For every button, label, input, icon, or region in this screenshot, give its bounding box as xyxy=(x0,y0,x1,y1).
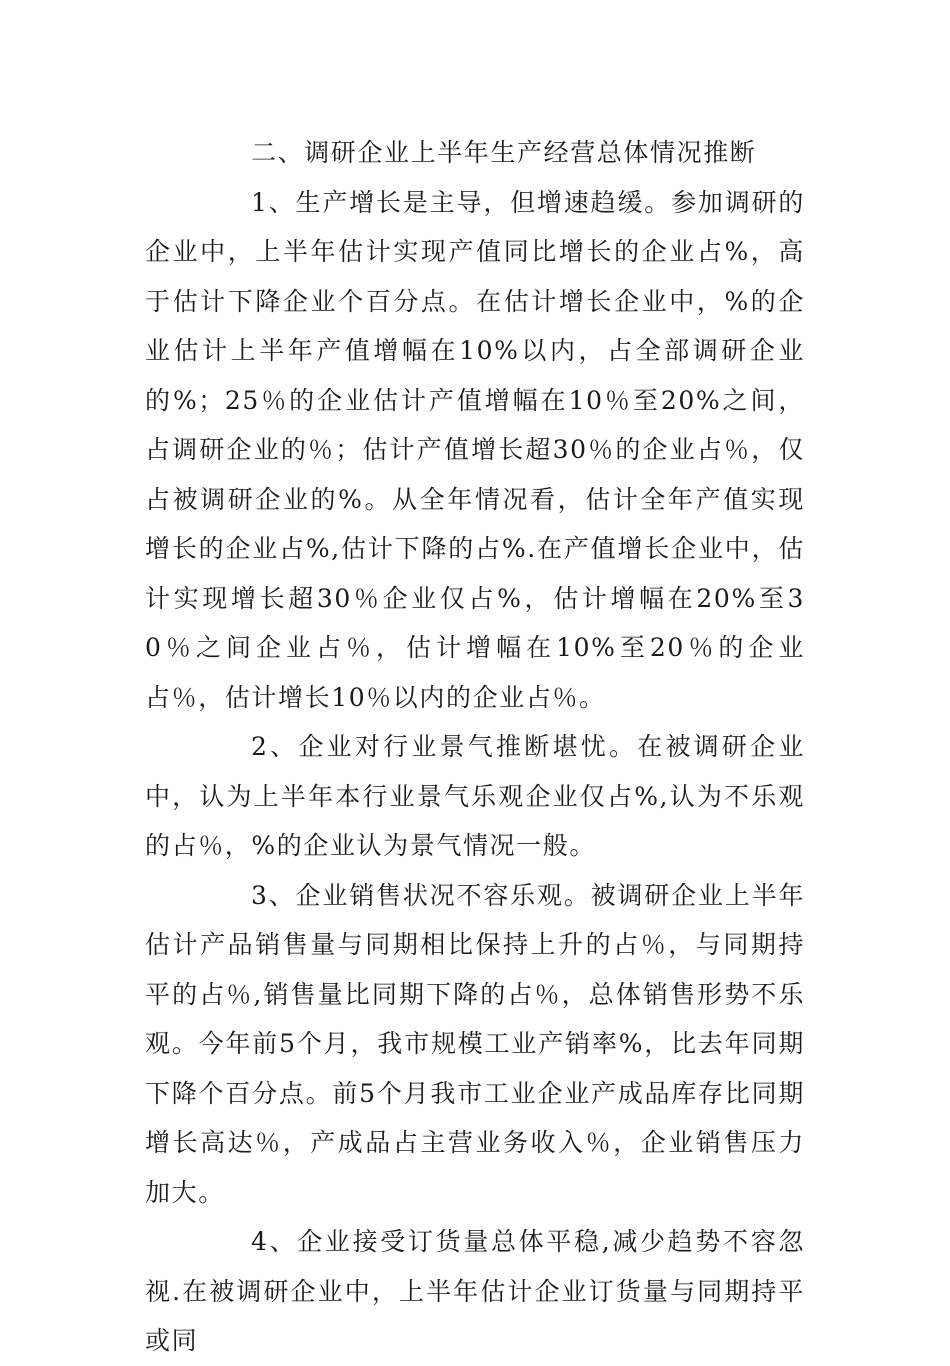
document-body xyxy=(145,128,805,1366)
paragraph-order-volume: 4、企业接受订货量总体平稳,减少趋势不容忽视.在被调研企业中，上半年估计企业订货量与同期持平或同 xyxy=(145,1227,805,1355)
section-heading: 二、调研企业上半年生产经营总体情况推断 xyxy=(251,138,757,167)
paragraph-industry-outlook: 2、企业对行业景气推断堪忧。在被调研企业中，认为上半年本行业景气乐观企业仅占%,认为不乐观的占％，%的企业认为景气情况一般。 xyxy=(145,732,805,860)
paragraph-production-growth: 1、生产增长是主导，但增速趋缓。参加调研的企业中，上半年估计实现产值同比增长的企业占%，高于估计下降企业个百分点。在估计增长企业中，%的企业估计上半年产值增幅在10%以内，占全部调研企业的%；25％的企业估计产值增幅在10％至20%之间，占调研企业的％；估计产值增长超30％的企业占％，仅占被调研企业的%。从全年情况看，估计全年产值实现增长的企业占%,估计下降的占%.在产值增长企业中，估计实现增长超30％企业仅占%，估计增幅在20%至30％之间企业占％，估计增幅在10%至20％的企业占％，估计增长10％以内的企业占％。 xyxy=(145,187,805,712)
paragraph-sales-status: 3、企业销售状况不容乐观。被调研企业上半年估计产品销售量与同期相比保持上升的占％，与同期持平的占％,销售量比同期下降的占％，总体销售形势不乐观。今年前5个月，我市规模工业产销率%，比去年同期下降个百分点。前5个月我市工业企业产成品库存比同期增长高达％，产成品占主营业务收入％，企业销售压力加大。 xyxy=(145,880,805,1207)
